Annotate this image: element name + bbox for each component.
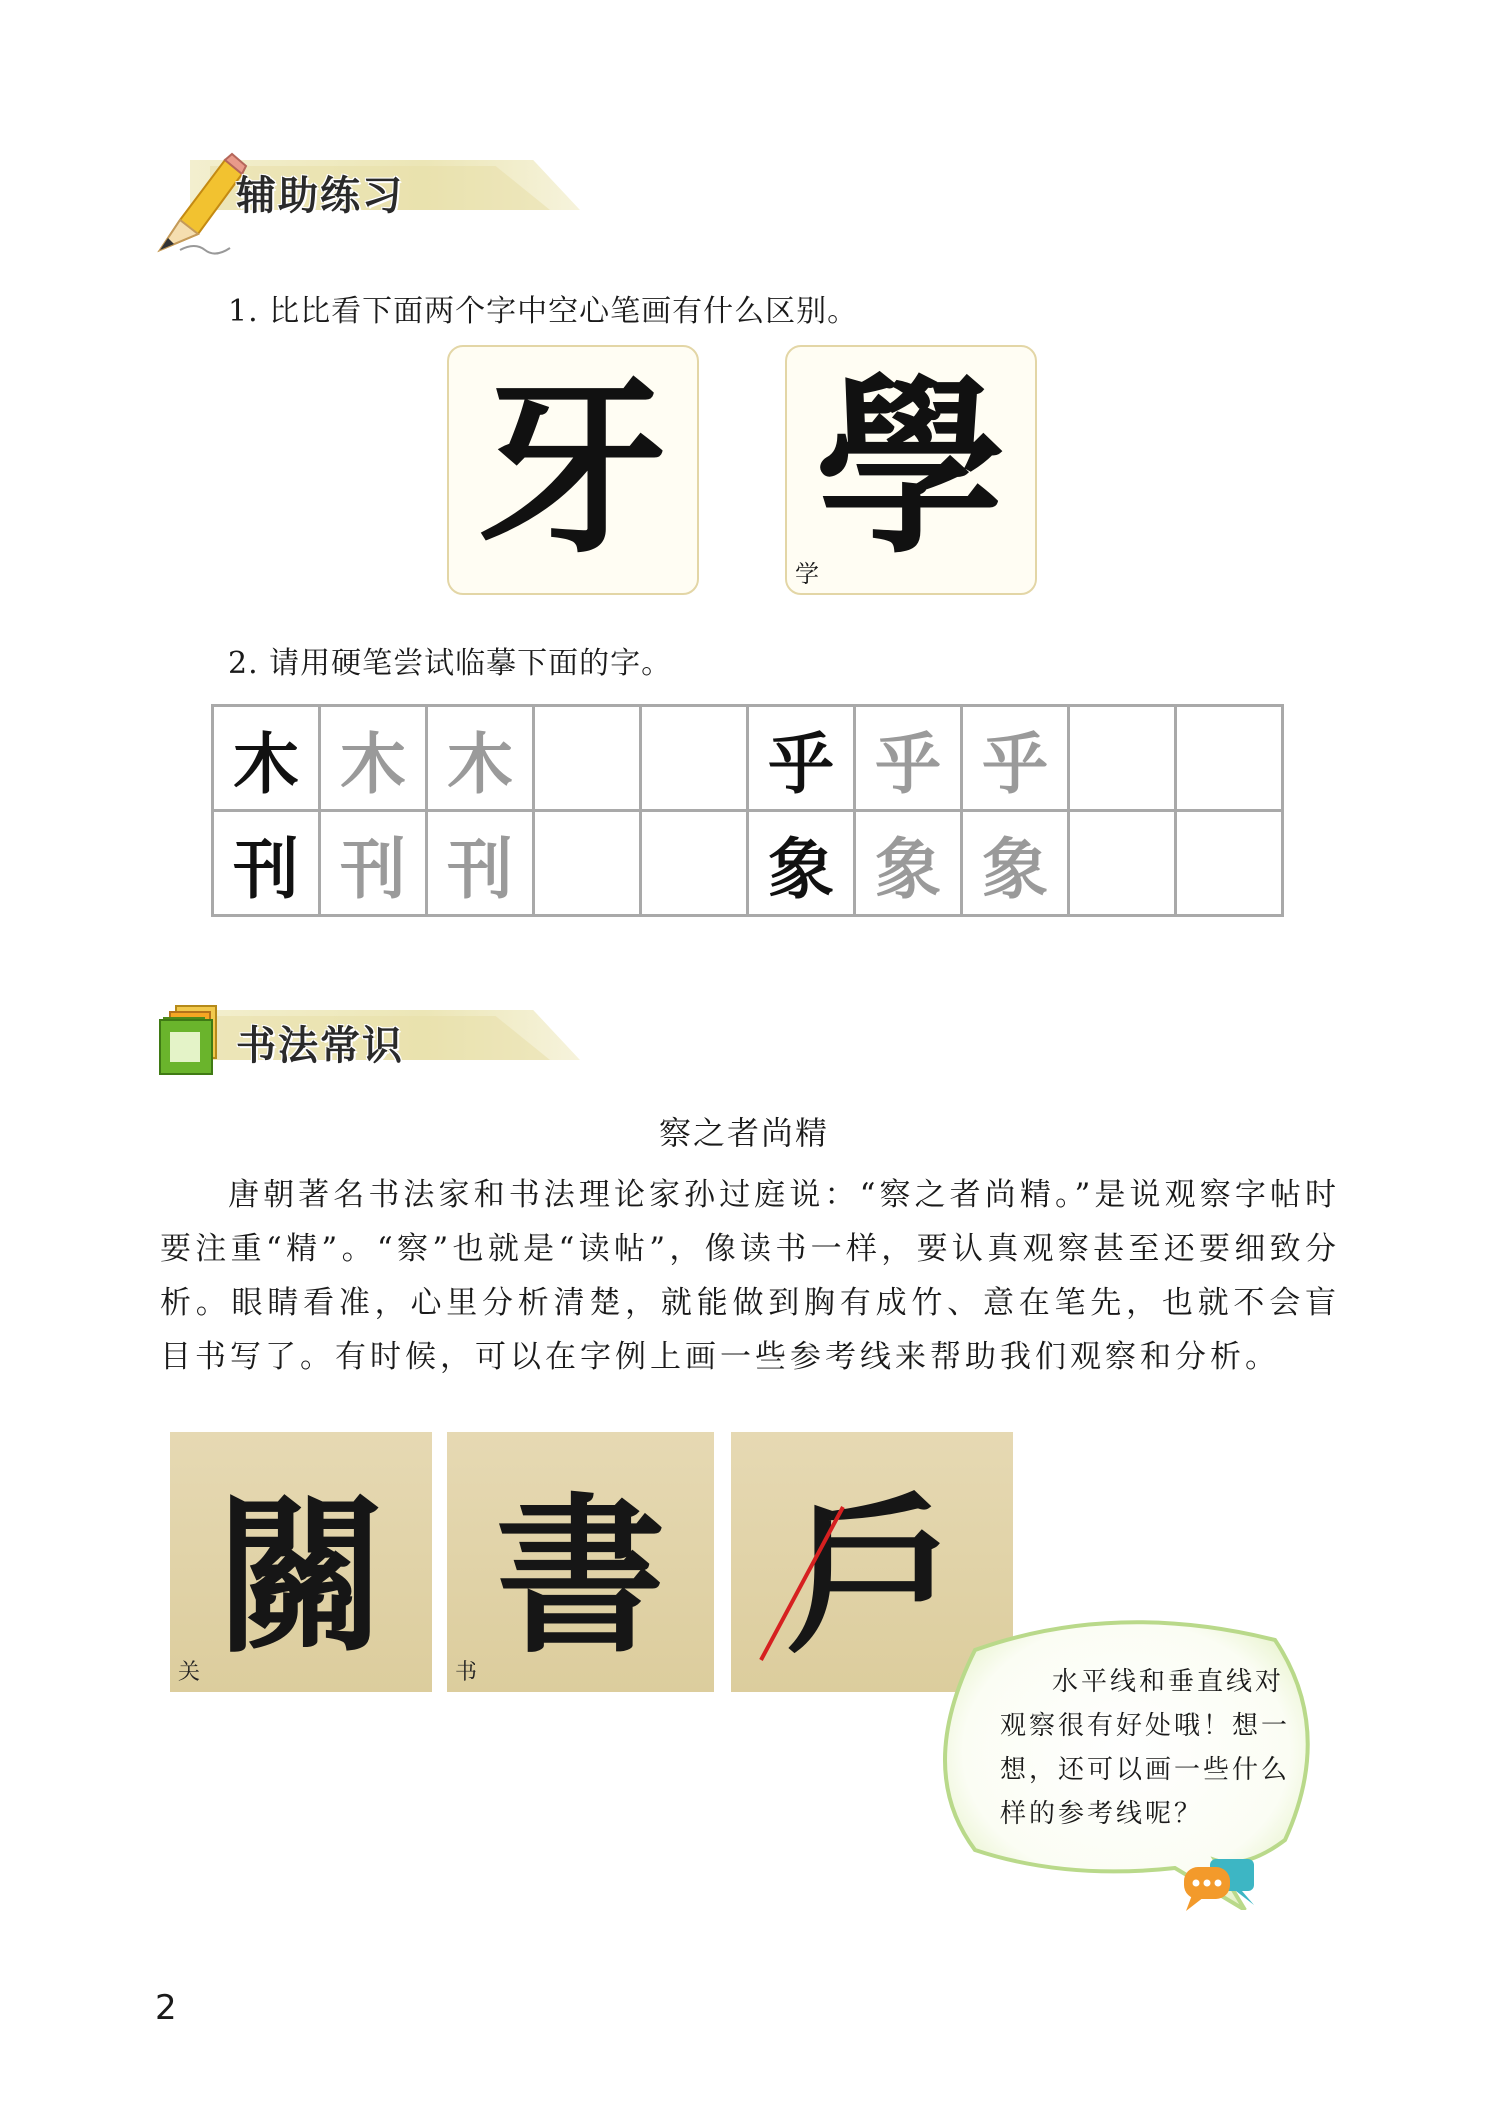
glyph-character: 學 <box>815 356 1006 579</box>
grid-cell <box>1069 706 1176 811</box>
section-banner-knowledge <box>150 1000 590 1069</box>
photo-label: 关 <box>178 1660 201 1685</box>
page-number: 2 <box>155 1988 177 2028</box>
grid-cell: 木 <box>320 706 427 811</box>
grid-cell: 木 <box>213 706 320 811</box>
bubble-text: 水平线和垂直线对观察很有好处哦！想一想，还可以画一些什么样的参考线呢？ <box>1000 1667 1291 1829</box>
grid-cell: 乎 <box>855 706 962 811</box>
glyph-card <box>447 345 699 595</box>
glyph-card <box>785 345 1037 595</box>
grid-cell <box>641 811 748 916</box>
books-icon <box>156 1000 236 1080</box>
article-title: 察之者尚精 <box>658 1114 829 1152</box>
grid-cell: 刊 <box>320 811 427 916</box>
grid-row <box>213 706 1283 811</box>
question-1: 1. 比比看下面两个字中空心笔画有什么区别。 <box>228 294 859 329</box>
tip-bubble <box>915 1610 1325 1910</box>
section-title: 辅助练习 <box>236 173 404 219</box>
grid-cell: 刊 <box>427 811 534 916</box>
grid-cell <box>534 706 641 811</box>
photo-glyph: 書 <box>495 1476 666 1677</box>
grid-cell <box>641 706 748 811</box>
photo-label: 书 <box>455 1660 478 1685</box>
grid-cell: 象 <box>855 811 962 916</box>
calligraphy-photo <box>170 1432 432 1692</box>
photo-glyph: 戶 <box>786 1476 957 1677</box>
chat-icon <box>1180 1855 1260 1915</box>
grid-cell: 象 <box>962 811 1069 916</box>
question-2: 2. 请用硬笔尝试临摹下面的字。 <box>228 646 673 681</box>
section-title: 书法常识 <box>236 1023 404 1069</box>
grid-cell: 刊 <box>213 811 320 916</box>
photo-glyph: 關 <box>215 1476 386 1677</box>
grid-cell <box>1069 811 1176 916</box>
pencil-icon <box>150 150 250 260</box>
grid-cell <box>1176 706 1283 811</box>
grid-cell <box>1176 811 1283 916</box>
grid-cell: 象 <box>748 811 855 916</box>
section-banner-practice <box>150 150 590 219</box>
grid-cell: 乎 <box>962 706 1069 811</box>
grid-row <box>213 811 1283 916</box>
grid-cell: 乎 <box>748 706 855 811</box>
glyph-character: 牙 <box>477 356 668 579</box>
calligraphy-photo <box>447 1432 714 1692</box>
article-body: 唐朝著名书法家和书法理论家孙过庭说：“察之者尚精。”是说观察字帖时要注重“精”。“察”也就是“读帖”，像读书一样，要认真观察甚至还要细致分析。眼睛看准，心里分析清楚，就能做到胸有成竹、意在笔先，也就不会盲目书写了。有时候，可以在字例上画一些参考线来帮助我们观察和分析。 <box>160 1177 1340 1375</box>
grid-cell: 木 <box>427 706 534 811</box>
grid-cell <box>534 811 641 916</box>
copy-grid <box>211 704 1284 917</box>
glyph-label: 学 <box>795 560 819 588</box>
